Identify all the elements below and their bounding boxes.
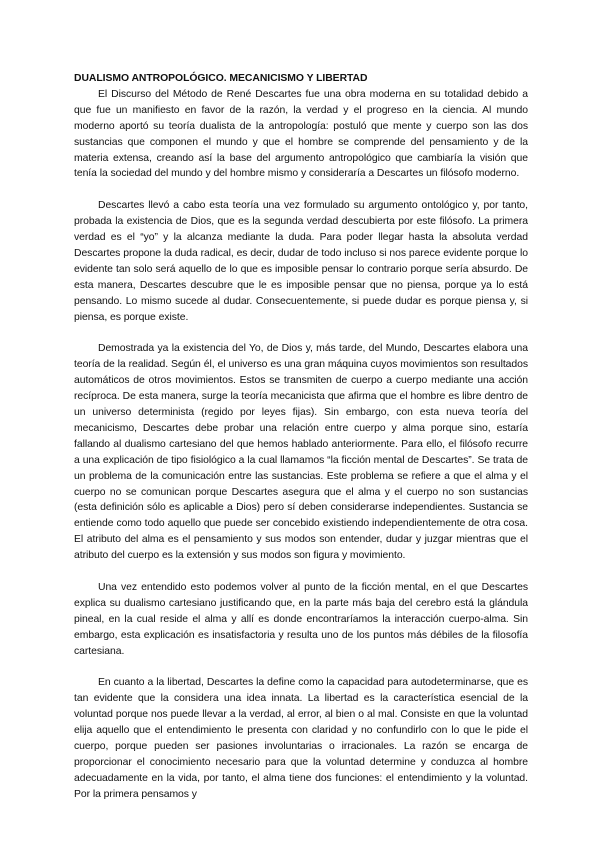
paragraph-3: Demostrada ya la existencia del Yo, de Dios y, más tarde, del Mundo, Descartes elabora una teoría de la realidad. Según él, el universo es una gran máquina cuyos movimientos son resultados automáticos de otros movimientos. Estos se transmiten de cuerpo a cuerpo mediante una acción recíproca. De esta manera, surge la teoría mecanicista que afirma que el hombre es libre dentro de un universo determinista (regido por leyes fijas). Sin embargo, con esta nueva teoría del mecanicismo, Descartes debe probar una relación entre cuerpo y alma porque sino, estaría fallando al dualismo cartesiano del que hemos hablado anteriormente. Para ello, el filósofo recurre a una explicación de tipo fisiológico a la cual llamamos “la ficción mental de Descartes”. Se trata de un problema de la comunicación entre las sustancias. Este problema se refiere a que el alma y el cuerpo no se comunican porque Descartes asegura que el alma y el cuerpo no son sustancias (esta definición sólo es aplicable a Dios) pero sí deben considerarse independientes. Sustancia se entiende como todo aquello que puede ser concebido existiendo independientemente de otra cosa. El atributo del alma es el pensamiento y sus modos son entender, dudar y juzgar mientras que el atributo del cuerpo es la extensión y sus modos son figura y movimiento. (74, 343, 528, 562)
document-body (74, 71, 528, 819)
paragraph-1: El Discurso del Método de René Descartes fue una obra moderna en su totalidad debido a que fue un manifiesto en favor de la razón, la verdad y el progreso en la ciencia. Al mundo moderno aportó su teoría dualista de la antropología: postuló que mente y cuerpo son las dos sustancias que componen el mundo y que el hombre se comprende del pensamiento y de la materia extensa, creando así la base del argumento antropológico que cambiaría la visión que tenía la sociedad del mundo y del hombre mismo y consideraría a Descartes un filósofo moderno. (74, 88, 528, 180)
paragraph-4: Una vez entendido esto podemos volver al punto de la ficción mental, en el que Descartes explica su dualismo cartesiano justificando que, en la parte más baja del cerebro está la glándula pineal, en la cual reside el alma y allí es donde encontraríamos la interacción cuerpo-alma. Sin embargo, esta explicación es insatisfactoria y resulta uno de los puntos más débiles de la filosofía cartesiana. (74, 581, 528, 657)
document-title: DUALISMO ANTROPOLÓGICO. MECANICISMO Y LIBERTAD (74, 73, 368, 84)
paragraph-2: Descartes llevó a cabo esta teoría una vez formulado su argumento ontológico y, por tanto, probada la existencia de Dios, que es la segunda verdad descubierta por este filósofo. La primera verdad es el “yo” y la alcanza mediante la duda. Para poder llegar hasta la absoluta verdad Descartes propone la duda radical, es decir, dudar de todo incluso si nos parece evidente porque lo evidente tan solo será aquello de lo que es imposible pensar lo contrario porque sería absurdo. De esta manera, Descartes descubre que le es imposible pensar que no piensa, porque ya lo está pensando. Lo mismo sucede al dudar. Consecuentemente, si puede dudar es porque piensa y, si piensa, es porque existe. (74, 200, 528, 323)
paragraph-5: En cuanto a la libertad, Descartes la define como la capacidad para autodeterminarse, que es tan evidente que la considera una idea innata. La libertad es la característica esencial de la voluntad porque nos puede llevar a la verdad, al error, al bien o al mal. Consiste en que la voluntad elija aquello que el entendimiento le presenta con claridad y no confundirlo con lo que le pide el cuerpo, porque pueden ser pasiones involuntarias o irracionales. La razón se encarga de proporcionar el conocimiento necesario para que la voluntad determine y conduzca al hombre adecuadamente en la vida, por tanto, el alma tiene dos funciones: el entendimiento y la voluntad. Por la primera pensamos y (74, 677, 528, 800)
